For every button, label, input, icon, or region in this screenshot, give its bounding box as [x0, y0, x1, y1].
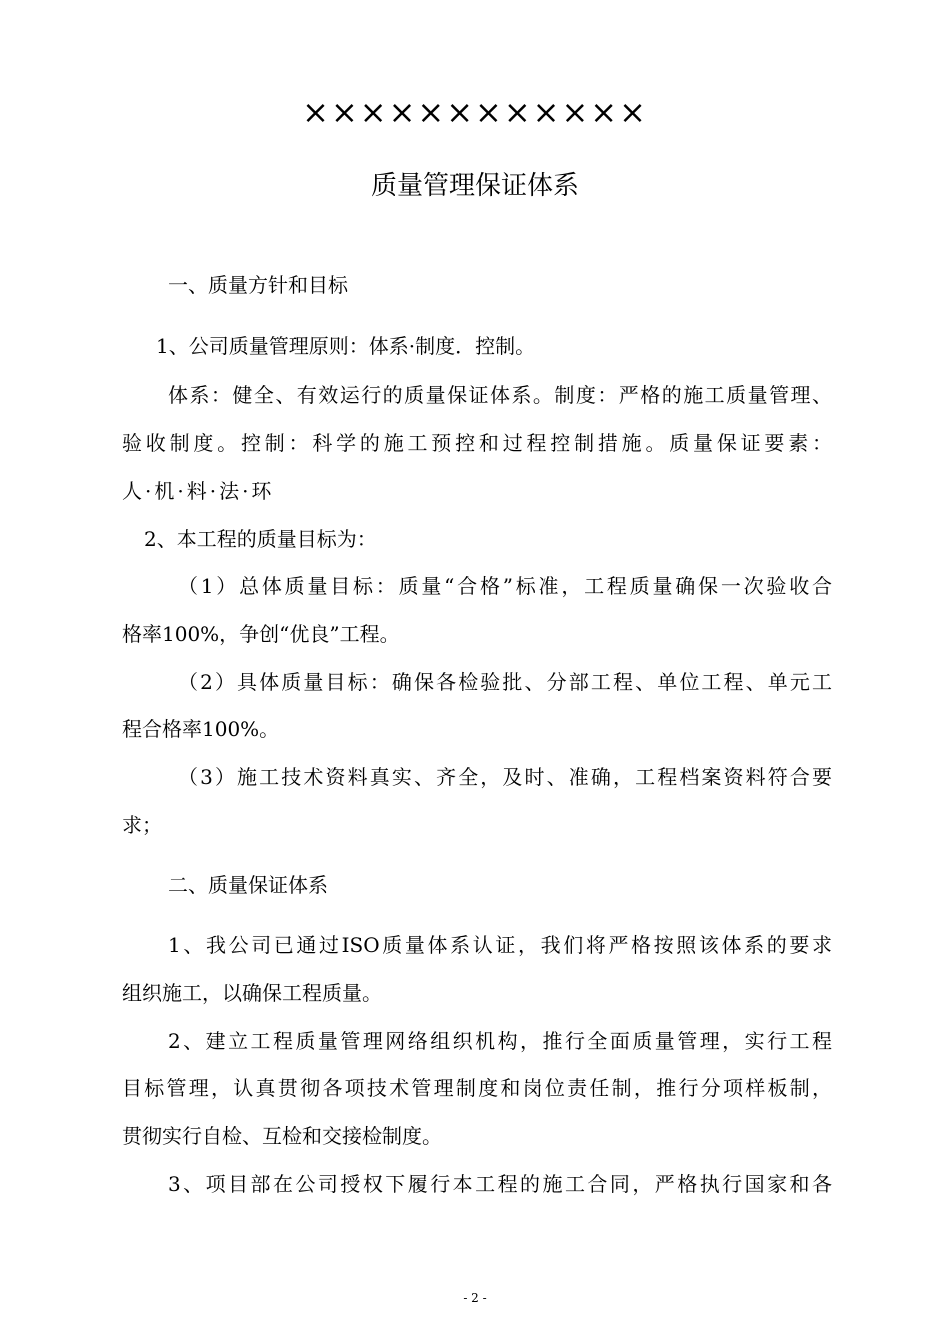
paragraph-line: （3）施工技术资料真实、齐全，及时、准确，工程档案资料符合要 [178, 765, 832, 789]
paragraph-line: 验收制度。控制：科学的施工预控和过程控制措施。质量保证要素： [122, 431, 832, 455]
paragraph-line: 3、项目部在公司授权下履行本工程的施工合同，严格执行国家和各 [168, 1172, 832, 1196]
document-title: 质量管理保证体系 [370, 171, 579, 201]
paragraph-line: 2、本工程的质量目标为： [144, 527, 377, 551]
paragraph-line: 格率100%，争创“优良”工程。 [122, 622, 400, 646]
document-header: ×××××××××××× [302, 93, 648, 131]
paragraph-line: 1、公司质量管理原则：体系·制度．控制。 [156, 334, 536, 358]
paragraph-line: （1）总体质量目标：质量“合格”标准，工程质量确保一次验收合 [178, 574, 832, 598]
paragraph-line: 2、建立工程质量管理网络组织机构，推行全面质量管理，实行工程 [168, 1029, 832, 1053]
paragraph-line: 体系：健全、有效运行的质量保证体系。制度：严格的施工质量管理、 [168, 383, 832, 407]
page-number: - 2 - [463, 1291, 487, 1305]
paragraph-line: 贯彻实行自检、互检和交接检制度。 [122, 1124, 442, 1148]
section-heading: 二、质量保证体系 [168, 873, 328, 897]
paragraph-line: （2）具体质量目标：确保各检验批、分部工程、单位工程、单元工 [178, 670, 832, 694]
paragraph-line: 人·机·料·法·环 [122, 479, 275, 503]
paragraph-line: 求； [122, 813, 162, 837]
paragraph-line: 组织施工，以确保工程质量。 [122, 981, 382, 1005]
paragraph-line: 目标管理，认真贯彻各项技术管理制度和岗位责任制，推行分项样板制， [122, 1076, 832, 1100]
paragraph-line: 1、我公司已通过ISO质量体系认证，我们将严格按照该体系的要求 [168, 933, 832, 957]
section-heading: 一、质量方针和目标 [168, 273, 348, 297]
paragraph-line: 程合格率100%。 [122, 717, 280, 741]
